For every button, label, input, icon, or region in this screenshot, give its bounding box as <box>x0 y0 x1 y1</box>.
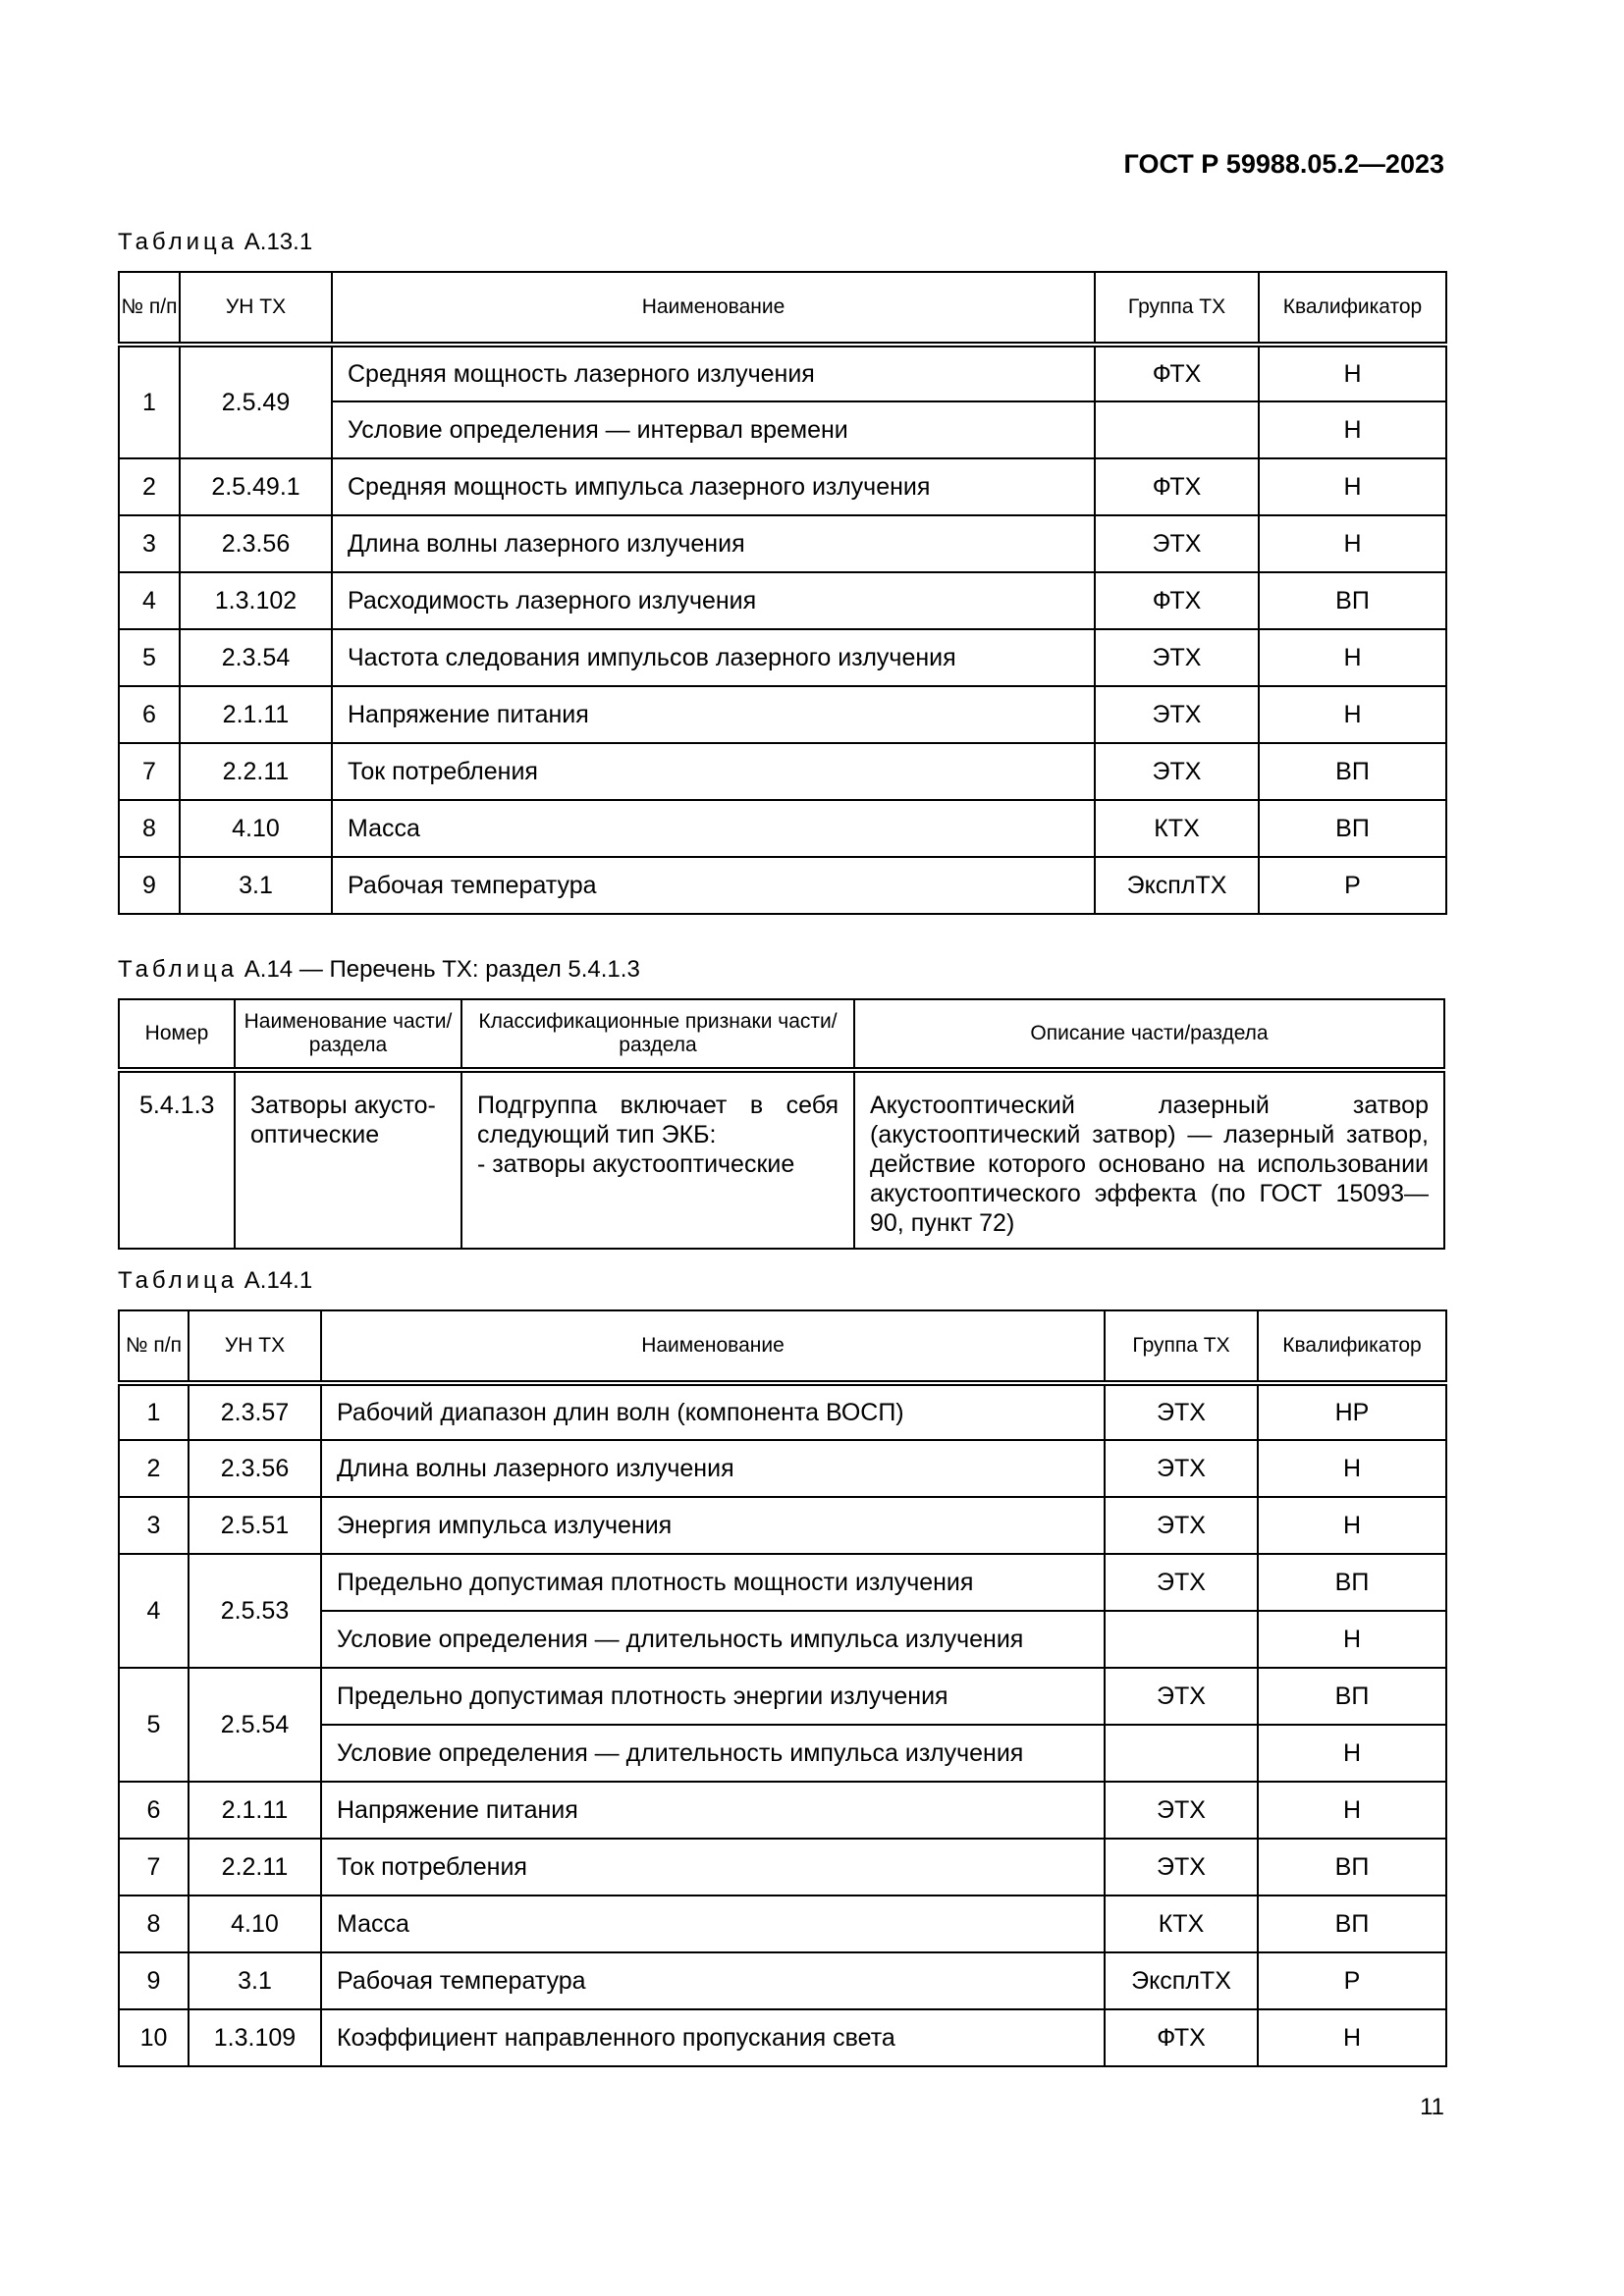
table-row <box>119 1952 1446 2009</box>
caption-title: А.14 — Перечень ТХ: раздел 5.4.1.3 <box>244 956 640 983</box>
caption-word: Таблица <box>118 229 239 255</box>
features-item: - затворы акустооптические <box>477 1150 795 1178</box>
table-a14-caption <box>118 956 640 984</box>
row-qualifier: Н <box>1258 1725 1446 1782</box>
table-row <box>119 1440 1446 1497</box>
table-row <box>119 2009 1446 2066</box>
row-qualifier: Н <box>1259 345 1446 401</box>
table-a13-1-caption <box>118 229 312 256</box>
row-code: 1.3.109 <box>189 2009 321 2066</box>
row-group: ЭТХ <box>1105 1839 1258 1896</box>
table-row <box>119 515 1446 572</box>
row-qualifier: Н <box>1258 1440 1446 1497</box>
column-header-number: № п/п <box>119 1310 189 1383</box>
row-group: ФТХ <box>1095 345 1259 401</box>
row-group: ЭТХ <box>1105 1440 1258 1497</box>
row-group: ЭТХ <box>1105 1497 1258 1554</box>
row-number: 8 <box>119 800 180 857</box>
table-row <box>119 1896 1446 1952</box>
column-header-number: Номер <box>119 999 235 1070</box>
table-row <box>119 686 1446 743</box>
row-name: Расходимость лазерного излучения <box>332 572 1095 629</box>
row-qualifier: Н <box>1258 1611 1446 1668</box>
table-row <box>119 1554 1446 1611</box>
row-number: 2 <box>119 1440 189 1497</box>
table-row <box>119 743 1446 800</box>
row-name: Предельно допустимая плотность энергии излучения <box>321 1668 1105 1725</box>
row-number: 9 <box>119 1952 189 2009</box>
column-header-code: УН ТХ <box>189 1310 321 1383</box>
page-number: 11 <box>1420 2094 1444 2120</box>
row-code: 2.5.49.1 <box>180 458 332 515</box>
row-group: ЭксплТХ <box>1095 857 1259 914</box>
row-number: 7 <box>119 1839 189 1896</box>
row-qualifier: ВП <box>1258 1668 1446 1725</box>
row-code: 3.1 <box>180 857 332 914</box>
row-code: 2.5.49 <box>180 345 332 458</box>
row-number: 3 <box>119 1497 189 1554</box>
row-name: Напряжение питания <box>332 686 1095 743</box>
row-qualifier: ВП <box>1259 800 1446 857</box>
row-name: Энергия импульса излучения <box>321 1497 1105 1554</box>
row-qualifier: НР <box>1258 1383 1446 1440</box>
section-features <box>461 1070 854 1249</box>
column-header-description: Описание части/раздела <box>854 999 1444 1070</box>
row-code: 2.1.11 <box>189 1782 321 1839</box>
table-row <box>119 1383 1446 1440</box>
row-name: Масса <box>332 800 1095 857</box>
row-group <box>1105 1611 1258 1668</box>
caption-word: Таблица <box>118 1267 239 1294</box>
row-qualifier: ВП <box>1259 572 1446 629</box>
row-name: Рабочая температура <box>321 1952 1105 2009</box>
row-qualifier: Н <box>1259 401 1446 458</box>
row-name: Рабочая температура <box>332 857 1095 914</box>
row-group: ЭТХ <box>1105 1383 1258 1440</box>
row-number: 4 <box>119 572 180 629</box>
row-name: Частота следования импульсов лазерного излучения <box>332 629 1095 686</box>
table-row <box>119 629 1446 686</box>
row-group: КТХ <box>1095 800 1259 857</box>
row-number: 5 <box>119 629 180 686</box>
row-group: ЭксплТХ <box>1105 1952 1258 2009</box>
table-row <box>119 458 1446 515</box>
column-header-part-name: Наименование части/раздела <box>235 999 461 1070</box>
column-header-qualifier: Квалификатор <box>1259 272 1446 345</box>
row-number: 8 <box>119 1896 189 1952</box>
row-qualifier: Н <box>1258 1497 1446 1554</box>
row-group: ЭТХ <box>1095 515 1259 572</box>
table-row <box>119 572 1446 629</box>
column-header-name: Наименование <box>332 272 1095 345</box>
column-header-code: УН ТХ <box>180 272 332 345</box>
column-header-group: Группа ТХ <box>1105 1310 1258 1383</box>
section-name: Затворы акусто-оптические <box>235 1070 461 1249</box>
row-qualifier: Н <box>1259 458 1446 515</box>
document-code: ГОСТ Р 59988.05.2—2023 <box>1123 149 1444 179</box>
caption-number: А.14.1 <box>244 1267 313 1294</box>
column-header-features: Классификационные признаки части/раздела <box>461 999 854 1070</box>
row-number: 5 <box>119 1668 189 1782</box>
row-name: Длина волны лазерного излучения <box>321 1440 1105 1497</box>
row-name: Рабочий диапазон длин волн (компонента ВОСП) <box>321 1383 1105 1440</box>
row-number: 1 <box>119 1383 189 1440</box>
row-qualifier: Н <box>1258 2009 1446 2066</box>
row-group: КТХ <box>1105 1896 1258 1952</box>
row-name: Средняя мощность лазерного излучения <box>332 345 1095 401</box>
column-header-qualifier: Квалификатор <box>1258 1310 1446 1383</box>
table-row <box>119 345 1446 401</box>
row-qualifier: Р <box>1259 857 1446 914</box>
row-name: Ток потребления <box>321 1839 1105 1896</box>
row-name: Средняя мощность импульса лазерного излучения <box>332 458 1095 515</box>
row-qualifier: ВП <box>1258 1839 1446 1896</box>
table-row <box>119 1668 1446 1725</box>
row-name: Напряжение питания <box>321 1782 1105 1839</box>
row-qualifier: Н <box>1259 686 1446 743</box>
table-a14 <box>118 998 1445 1250</box>
row-qualifier: Н <box>1258 1782 1446 1839</box>
table-row <box>119 1497 1446 1554</box>
row-name: Условие определения — интервал времени <box>332 401 1095 458</box>
column-header-group: Группа ТХ <box>1095 272 1259 345</box>
row-name: Условие определения — длительность импульса излучения <box>321 1611 1105 1668</box>
row-group: ФТХ <box>1095 572 1259 629</box>
row-group: ЭТХ <box>1105 1782 1258 1839</box>
row-group: ЭТХ <box>1095 629 1259 686</box>
section-number: 5.4.1.3 <box>119 1070 235 1249</box>
row-code: 2.3.56 <box>180 515 332 572</box>
row-qualifier: ВП <box>1258 1896 1446 1952</box>
row-code: 2.3.54 <box>180 629 332 686</box>
table-a13-1 <box>118 271 1447 915</box>
row-code: 2.2.11 <box>189 1839 321 1896</box>
row-qualifier: Р <box>1258 1952 1446 2009</box>
table-row <box>119 1070 1444 1249</box>
row-code: 2.1.11 <box>180 686 332 743</box>
row-number: 2 <box>119 458 180 515</box>
table-a14-1 <box>118 1309 1447 2067</box>
column-header-number: № п/п <box>119 272 180 345</box>
row-code: 2.5.53 <box>189 1554 321 1668</box>
row-name: Условие определения — длительность импульса излучения <box>321 1725 1105 1782</box>
row-code: 2.5.51 <box>189 1497 321 1554</box>
row-name: Ток потребления <box>332 743 1095 800</box>
row-code: 2.3.56 <box>189 1440 321 1497</box>
row-code: 2.3.57 <box>189 1383 321 1440</box>
row-number: 4 <box>119 1554 189 1668</box>
row-code: 2.2.11 <box>180 743 332 800</box>
row-number: 10 <box>119 2009 189 2066</box>
row-group: ФТХ <box>1095 458 1259 515</box>
row-group <box>1105 1725 1258 1782</box>
row-number: 1 <box>119 345 180 458</box>
caption-word: Таблица <box>118 956 239 983</box>
row-name: Коэффициент направленного пропускания света <box>321 2009 1105 2066</box>
row-group: ЭТХ <box>1105 1668 1258 1725</box>
row-number: 3 <box>119 515 180 572</box>
column-header-name: Наименование <box>321 1310 1105 1383</box>
row-name: Предельно допустимая плотность мощности излучения <box>321 1554 1105 1611</box>
row-qualifier: Н <box>1259 629 1446 686</box>
row-group: ФТХ <box>1105 2009 1258 2066</box>
row-group: ЭТХ <box>1105 1554 1258 1611</box>
features-text: Подгруппа включает в себя следующий тип ЭКБ: <box>477 1092 839 1148</box>
row-name: Масса <box>321 1896 1105 1952</box>
row-group <box>1095 401 1259 458</box>
table-a14-1-caption <box>118 1267 312 1295</box>
row-number: 6 <box>119 1782 189 1839</box>
row-qualifier: ВП <box>1259 743 1446 800</box>
row-code: 1.3.102 <box>180 572 332 629</box>
row-group: ЭТХ <box>1095 743 1259 800</box>
row-qualifier: Н <box>1259 515 1446 572</box>
row-name: Длина волны лазерного излучения <box>332 515 1095 572</box>
row-number: 6 <box>119 686 180 743</box>
table-row <box>119 1782 1446 1839</box>
section-description: Акустооптический лазерный затвор (акустооптический затвор) — лазерный затвор, действие которого основано на использовании акустооптического эффекта (по ГОСТ 15093—90, пункт 72) <box>854 1070 1444 1249</box>
table-row <box>119 1839 1446 1896</box>
row-group: ЭТХ <box>1095 686 1259 743</box>
caption-number: А.13.1 <box>244 229 313 255</box>
row-qualifier: ВП <box>1258 1554 1446 1611</box>
row-code: 3.1 <box>189 1952 321 2009</box>
row-code: 2.5.54 <box>189 1668 321 1782</box>
row-number: 9 <box>119 857 180 914</box>
row-number: 7 <box>119 743 180 800</box>
row-code: 4.10 <box>180 800 332 857</box>
row-code: 4.10 <box>189 1896 321 1952</box>
table-row <box>119 800 1446 857</box>
table-row <box>119 857 1446 914</box>
